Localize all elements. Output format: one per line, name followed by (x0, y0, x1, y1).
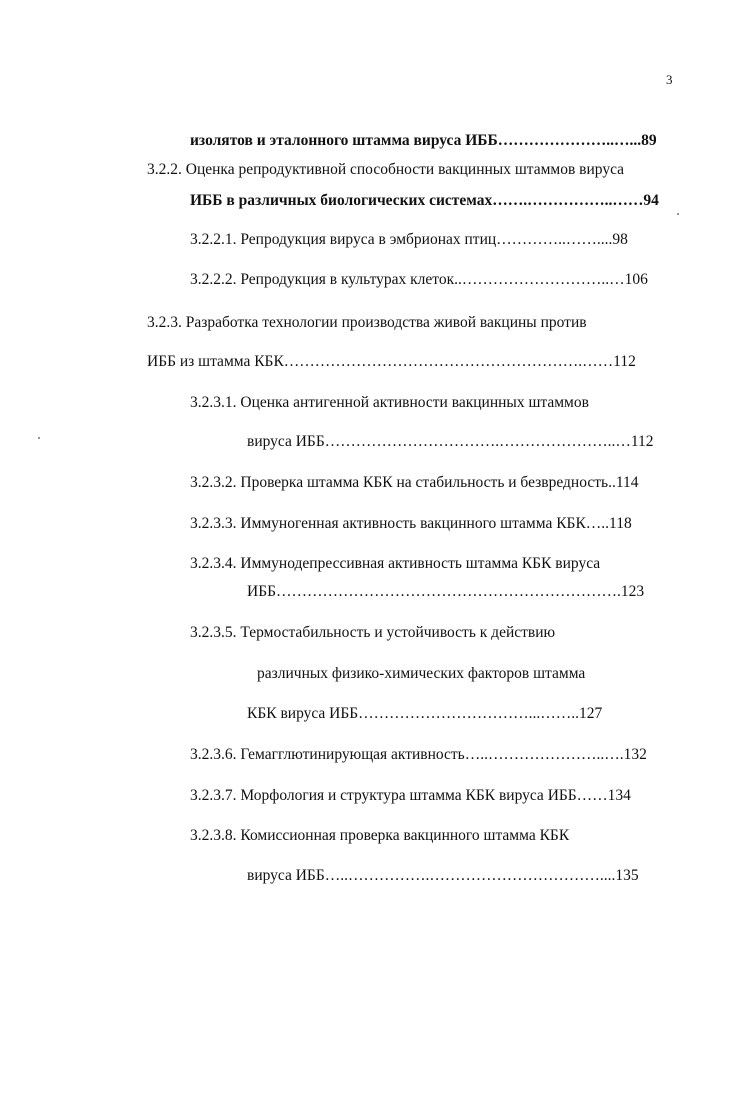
toc-entry[interactable]: 3.2.3.1. Оценка антигенной активности вакцинных штаммов (190, 394, 589, 411)
toc-entry[interactable]: ИББ в различных биологических системах…….……………..……94 (190, 192, 659, 209)
toc-entry[interactable]: 3.2.3.5. Термостабильность и устойчивость к действию (190, 624, 556, 641)
page-number: 3 (666, 72, 673, 87)
toc-entry[interactable]: различных физико-химических факторов штамма (257, 665, 586, 682)
toc-entry[interactable]: КБК вируса ИББ……………………………...……..127 (247, 705, 603, 722)
toc-entry[interactable]: ИББ………………………………………………………….123 (247, 583, 645, 600)
toc-entry[interactable]: 3.2.3.7. Морфология и структура штамма КБК вируса ИББ……134 (190, 787, 631, 804)
toc-entry[interactable]: ИББ из штамма КБК………………………………………………….……112 (147, 353, 636, 370)
toc-entry[interactable]: 3.2.3. Разработка технологии производства живой вакцины против (147, 314, 587, 331)
toc-entry[interactable]: 3.2.3.3. Иммуногенная активность вакцинного штамма КБК…..118 (190, 515, 632, 532)
marginal-dot (677, 213, 679, 215)
toc-entry[interactable]: 3.2.2.1. Репродукция вируса в эмбрионах птиц…………..……....98 (190, 231, 628, 248)
toc-entry[interactable]: 3.2.2.2. Репродукция в культурах клеток..………………………..…106 (190, 271, 648, 288)
toc-entry[interactable]: 3.2.3.8. Комиссионная проверка вакцинного штамма КБК (190, 827, 570, 844)
toc-entry[interactable]: 3.2.3.2. Проверка штамма КБК на стабильность и безвредность..114 (190, 474, 639, 491)
toc-entry[interactable]: изолятов и эталонного штамма вируса ИББ…………………..…...89 (190, 132, 657, 149)
toc-entry[interactable]: 3.2.2. Оценка репродуктивной способности вакцинных штаммов вируса (147, 161, 625, 178)
marginal-dot (38, 437, 40, 439)
toc-entry[interactable]: 3.2.3.4. Иммунодепрессивная активность штамма КБК вируса (190, 555, 601, 572)
toc-entry[interactable]: 3.2.3.6. Гемагглютинирующая активность…..…………………..….132 (190, 746, 647, 763)
toc-entry[interactable]: вируса ИББ…..…………….……………………………....135 (247, 867, 639, 884)
toc-entry[interactable]: вируса ИББ…………………………….…………………..…112 (247, 433, 654, 450)
